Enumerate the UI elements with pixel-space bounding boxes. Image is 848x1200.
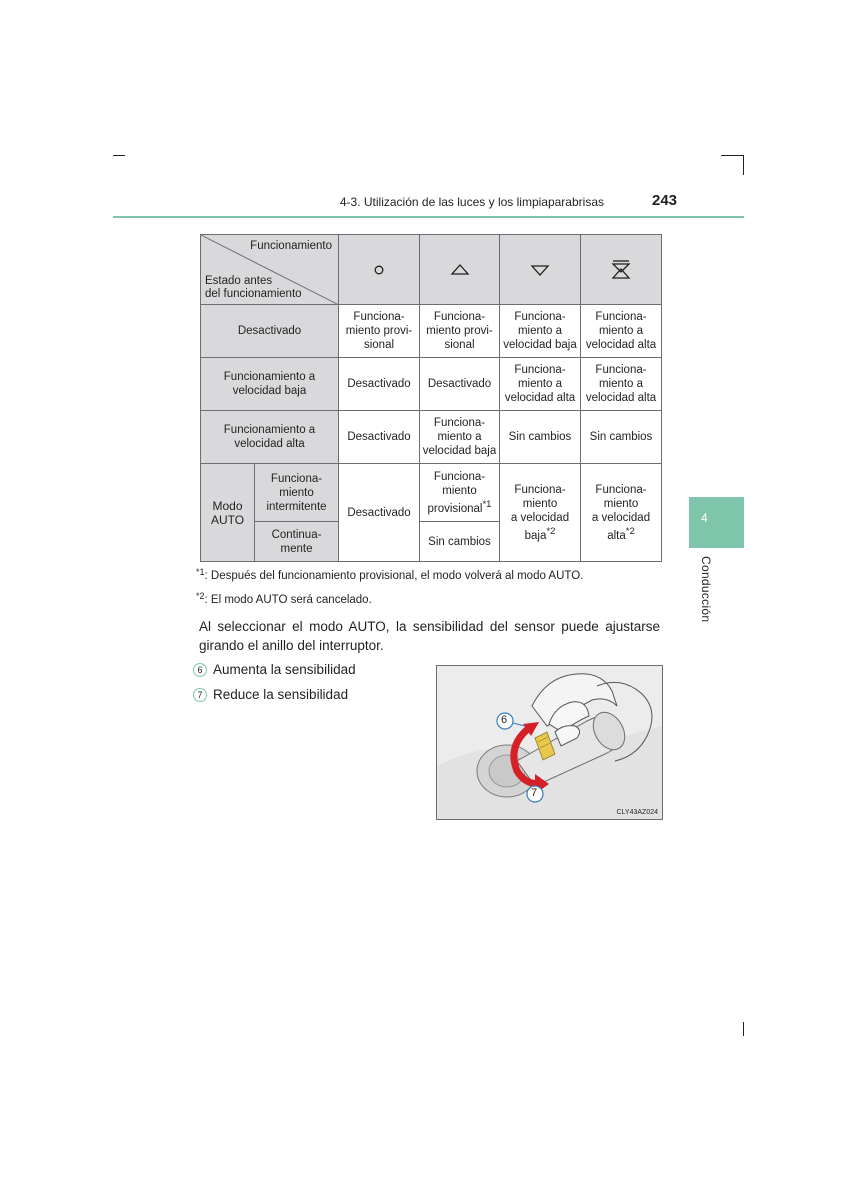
row-label-continuamente: Continua- mente [255, 522, 339, 562]
row-label-modo-auto: Modo AUTO [201, 464, 255, 562]
crop-mark-top-left [113, 155, 125, 156]
cell-auto-c3-text: Funciona- miento a velocidad baja [510, 483, 570, 542]
list-item [193, 662, 356, 677]
cell-auto-c2-continuamente: Sin cambios [420, 522, 500, 562]
col-header-triangle-up [420, 235, 500, 305]
chapter-label: Conducción [699, 556, 713, 623]
list-item [193, 687, 348, 702]
footnote-1 [196, 567, 584, 582]
col-header-triangle-down [500, 235, 581, 305]
cell-auto-c4 [581, 464, 662, 562]
triangle-down-icon [529, 263, 551, 277]
chapter-tab [689, 497, 744, 548]
header-rule [113, 216, 744, 218]
chapter-number: 4 [701, 511, 708, 525]
crop-mark-top-right-v [743, 155, 744, 175]
number-7-icon: 7 [193, 688, 207, 702]
row-label-velocidad-baja: Funcionamiento a velocidad baja [201, 358, 339, 411]
footnote-ref-2: *2 [546, 525, 556, 537]
number-6-icon: 6 [193, 663, 207, 677]
footnote-ref-2b: *2 [625, 525, 635, 537]
cell-auto-c2-intermitente [420, 464, 500, 522]
double-triangle-icon [610, 259, 632, 281]
corner-state-label [205, 275, 302, 301]
item-text-decrease: Reduce la sensibilidad [213, 687, 349, 702]
col-header-circle [339, 235, 420, 305]
table-corner-cell [201, 235, 339, 305]
cell-desactivado-c3: Funciona- miento a velocidad baja [500, 305, 581, 358]
col-header-double-triangle [581, 235, 662, 305]
triangle-up-icon [449, 263, 471, 277]
cell-baja-c2: Desactivado [420, 358, 500, 411]
row-label-velocidad-alta: Funcionamiento a velocidad alta [201, 411, 339, 464]
cell-desactivado-c2: Funciona- miento provi- sional [420, 305, 500, 358]
cell-auto-c4-text: Funciona- miento a velocidad alta [591, 483, 651, 542]
cell-baja-c1: Desactivado [339, 358, 420, 411]
cell-auto-c1: Desactivado [339, 464, 420, 562]
corner-state-line2: del funcionamiento [205, 288, 302, 300]
wiper-function-table [200, 234, 662, 562]
cell-auto-c3 [500, 464, 581, 562]
corner-operation-label: Funcionamiento [250, 240, 332, 252]
item-text-increase: Aumenta la sensibilidad [213, 662, 356, 677]
cell-alta-c1: Desactivado [339, 411, 420, 464]
corner-state-line1: Estado antes [205, 275, 273, 287]
section-title: 4-3. Utilización de las luces y los limpiaparabrisas [339, 195, 604, 209]
row-label-intermitente: Funciona- miento intermitente [255, 464, 339, 522]
sensitivity-paragraph: Al seleccionar el modo AUTO, la sensibilidad del sensor puede ajustarse girando el anillo del interruptor. [199, 619, 660, 653]
hand-turning-switch-icon [437, 666, 662, 819]
circle-icon [373, 264, 385, 276]
switch-ring-illustration [436, 665, 663, 820]
footnote-ref-1: *1 [482, 498, 492, 510]
cell-alta-c3: Sin cambios [500, 411, 581, 464]
cell-desactivado-c4: Funciona- miento a velocidad alta [581, 305, 662, 358]
footnote-mark-1: *1 [196, 567, 205, 577]
footnote-2 [196, 591, 372, 606]
callout-7: 7 [531, 787, 538, 799]
footnote-text-1: : Después del funcionamiento provisional, el modo volverá al modo AUTO. [204, 570, 584, 582]
page-number: 243 [652, 192, 678, 209]
cell-auto-c2-text: Funciona- miento provisional [427, 470, 486, 515]
row-label-desactivado: Desactivado [201, 305, 339, 358]
crop-mark-bottom-right [743, 1022, 744, 1036]
illustration-code: CLY43AZ024 [616, 809, 658, 816]
cell-alta-c4: Sin cambios [581, 411, 662, 464]
crop-mark-top-right-h [721, 155, 744, 156]
cell-baja-c4: Funciona- miento a velocidad alta [581, 358, 662, 411]
callout-6: 6 [501, 714, 508, 726]
footnote-text-2: : El modo AUTO será cancelado. [204, 594, 372, 606]
cell-alta-c2: Funciona- miento a velocidad baja [420, 411, 500, 464]
cell-baja-c3: Funciona- miento a velocidad alta [500, 358, 581, 411]
cell-desactivado-c1: Funciona- miento provi- sional [339, 305, 420, 358]
footnote-mark-2: *2 [196, 591, 205, 601]
